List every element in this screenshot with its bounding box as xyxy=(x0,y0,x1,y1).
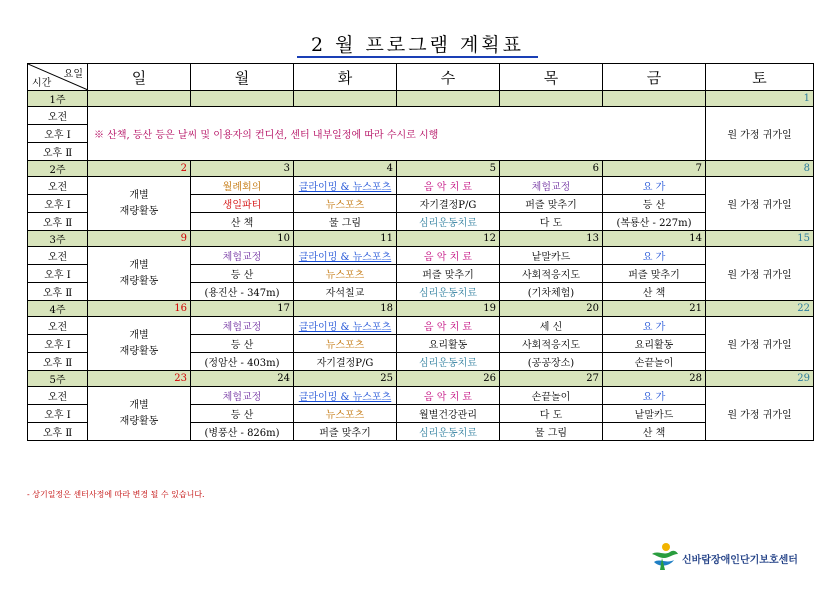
time-row xyxy=(28,177,814,195)
activity-cell: 음 악 치 료 xyxy=(397,247,500,265)
date-cell: 29 xyxy=(706,371,814,387)
activity-cell: (용진산 - 347m) xyxy=(191,283,294,301)
activity-cell: 요 가 xyxy=(603,317,706,335)
week-label: 2주 xyxy=(28,161,88,177)
day-header-mon: 월 xyxy=(191,64,294,91)
saturday-cell: 원 가정 귀가일 xyxy=(706,247,814,301)
activity-cell: 자기결정P/G xyxy=(294,353,397,371)
activity-cell: 요 가 xyxy=(603,387,706,405)
time-label: 오후 Ⅱ xyxy=(28,353,88,371)
time-label: 오후 Ⅰ xyxy=(28,405,88,423)
logo-icon xyxy=(648,540,680,572)
activity-cell: 손끝놀이 xyxy=(603,353,706,371)
activity-cell: 요리활동 xyxy=(397,335,500,353)
date-cell: 7 xyxy=(603,161,706,177)
date-cell: 23 xyxy=(88,371,191,387)
activity-cell: 손끝놀이 xyxy=(500,387,603,405)
activity-cell: 뉴스포츠 xyxy=(294,405,397,423)
date-cell xyxy=(603,91,706,107)
activity-cell: 사회적응지도 xyxy=(500,265,603,283)
activity-cell: 체험교정 xyxy=(500,177,603,195)
date-cell: 13 xyxy=(500,231,603,247)
activity-cell: 심리운동치료 xyxy=(397,423,500,441)
activity-cell: (병풍산 - 826m) xyxy=(191,423,294,441)
time-label: 오후 Ⅱ xyxy=(28,143,88,161)
date-cell: 6 xyxy=(500,161,603,177)
activity-cell: 사회적응지도 xyxy=(500,335,603,353)
individual-label: 개별 xyxy=(129,399,149,411)
activity-cell: 요리활동 xyxy=(603,335,706,353)
date-cell: 9 xyxy=(88,231,191,247)
time-label: 오후 Ⅱ xyxy=(28,283,88,301)
footnote: - 상기일정은 센터사정에 따라 변경 될 수 있습니다. xyxy=(27,490,205,499)
activity-cell: 월별건강관리 xyxy=(397,405,500,423)
individual-label: 개별 xyxy=(129,329,149,341)
week-row xyxy=(28,231,814,247)
corner-top-label: 요일 xyxy=(63,69,83,80)
date-cell: 3 xyxy=(191,161,294,177)
activity-cell: 클라이밍 & 뉴스포츠 xyxy=(294,247,397,265)
center-logo xyxy=(648,540,823,574)
individual-label: 개별 xyxy=(129,189,149,201)
activity-cell: 체험교정 xyxy=(191,387,294,405)
date-cell: 18 xyxy=(294,301,397,317)
date-cell: 26 xyxy=(397,371,500,387)
week-row xyxy=(28,91,814,107)
day-header-sun: 일 xyxy=(88,64,191,91)
activity-cell: 음 악 치 료 xyxy=(397,387,500,405)
activity-cell: 산 책 xyxy=(603,423,706,441)
date-cell: 25 xyxy=(294,371,397,387)
activity-cell: 자석칠교 xyxy=(294,283,397,301)
week-row xyxy=(28,161,814,177)
individual-activity-cell xyxy=(88,387,191,441)
page-title-text: 2 월 프로그램 계획표 xyxy=(297,34,538,58)
activity-cell: 클라이밍 & 뉴스포츠 xyxy=(294,177,397,195)
activity-cell: (정암산 - 403m) xyxy=(191,353,294,371)
week-row xyxy=(28,301,814,317)
day-header-thu: 목 xyxy=(500,64,603,91)
activity-cell: 심리운동치료 xyxy=(397,353,500,371)
date-cell: 5 xyxy=(397,161,500,177)
activity-cell: 음 악 치 료 xyxy=(397,317,500,335)
date-cell: 20 xyxy=(500,301,603,317)
activity-cell: 퍼즐 맞추기 xyxy=(397,265,500,283)
date-cell: 22 xyxy=(706,301,814,317)
time-row xyxy=(28,247,814,265)
activity-cell: 클라이밍 & 뉴스포츠 xyxy=(294,387,397,405)
date-cell: 2 xyxy=(88,161,191,177)
activity-cell: 클라이밍 & 뉴스포츠 xyxy=(294,317,397,335)
activity-cell: 낱말카드 xyxy=(603,405,706,423)
activity-cell: 뉴스포츠 xyxy=(294,335,397,353)
date-cell: 19 xyxy=(397,301,500,317)
date-cell: 12 xyxy=(397,231,500,247)
activity-cell: 자기결정P/G xyxy=(397,195,500,213)
date-cell: 4 xyxy=(294,161,397,177)
date-cell: 10 xyxy=(191,231,294,247)
day-header-tue: 화 xyxy=(294,64,397,91)
date-cell: 15 xyxy=(706,231,814,247)
activity-cell: 등 산 xyxy=(191,265,294,283)
activity-cell: 산 책 xyxy=(603,283,706,301)
activity-cell: 퍼즐 맞추기 xyxy=(500,195,603,213)
activity-cell: (기차체험) xyxy=(500,283,603,301)
day-header-sat: 토 xyxy=(706,64,814,91)
time-label: 오후 Ⅰ xyxy=(28,335,88,353)
activity-cell: 세 신 xyxy=(500,317,603,335)
date-cell xyxy=(500,91,603,107)
notice-text: ※ 산책, 등산 등은 날씨 및 이용자의 컨디션, 센터 내부일정에 따라 수시로 시행 xyxy=(88,107,706,161)
date-cell: 8 xyxy=(706,161,814,177)
saturday-cell: 원 가정 귀가일 xyxy=(706,387,814,441)
activity-cell: (공공장소) xyxy=(500,353,603,371)
activity-cell: 생일파티 xyxy=(191,195,294,213)
saturday-cell: 원 가정 귀가일 xyxy=(706,317,814,371)
week-label: 5주 xyxy=(28,371,88,387)
date-cell: 16 xyxy=(88,301,191,317)
time-label: 오후 Ⅰ xyxy=(28,125,88,143)
activity-cell: 등 산 xyxy=(191,335,294,353)
individual-label: 개별 xyxy=(129,259,149,271)
time-row xyxy=(28,107,814,125)
date-cell: 21 xyxy=(603,301,706,317)
activity-cell: 다 도 xyxy=(500,405,603,423)
activity-cell: 다 도 xyxy=(500,213,603,231)
date-cell: 27 xyxy=(500,371,603,387)
time-label: 오전 xyxy=(28,317,88,335)
header-row xyxy=(28,64,814,91)
time-label: 오전 xyxy=(28,107,88,125)
activity-cell: 퍼즐 맞추기 xyxy=(294,423,397,441)
day-header-fri: 금 xyxy=(603,64,706,91)
activity-cell: 체험교정 xyxy=(191,247,294,265)
date-cell: 24 xyxy=(191,371,294,387)
date-cell: 11 xyxy=(294,231,397,247)
activity-cell: 등 산 xyxy=(191,405,294,423)
activity-cell: 심리운동치료 xyxy=(397,283,500,301)
discretionary-label: 재량활동 xyxy=(119,275,159,287)
activity-cell: 뉴스포츠 xyxy=(294,195,397,213)
day-header-wed: 수 xyxy=(397,64,500,91)
individual-activity-cell xyxy=(88,317,191,371)
date-cell xyxy=(397,91,500,107)
logo-text: 신바람장애인단기보호센터 xyxy=(682,555,798,566)
activity-cell: 요 가 xyxy=(603,247,706,265)
discretionary-label: 재량활동 xyxy=(119,205,159,217)
time-label: 오전 xyxy=(28,387,88,405)
time-label: 오후 Ⅱ xyxy=(28,423,88,441)
time-label: 오후 Ⅰ xyxy=(28,265,88,283)
discretionary-label: 재량활동 xyxy=(119,415,159,427)
activity-cell: 뉴스포츠 xyxy=(294,265,397,283)
week-label: 4주 xyxy=(28,301,88,317)
date-cell: 1 xyxy=(706,91,814,107)
time-label: 오전 xyxy=(28,177,88,195)
week-label: 1주 xyxy=(28,91,88,107)
time-label: 오전 xyxy=(28,247,88,265)
corner-cell xyxy=(28,64,88,91)
individual-activity-cell xyxy=(88,247,191,301)
time-label: 오후 Ⅱ xyxy=(28,213,88,231)
activity-cell: 심리운동치료 xyxy=(397,213,500,231)
saturday-cell: 원 가정 귀가일 xyxy=(706,177,814,231)
schedule-table xyxy=(27,63,814,441)
activity-cell: 퍼즐 맞추기 xyxy=(603,265,706,283)
week-label: 3주 xyxy=(28,231,88,247)
date-cell: 28 xyxy=(603,371,706,387)
date-cell: 14 xyxy=(603,231,706,247)
individual-activity-cell xyxy=(88,177,191,231)
week-row xyxy=(28,371,814,387)
activity-cell: 물 그림 xyxy=(294,213,397,231)
saturday-cell: 원 가정 귀가일 xyxy=(706,107,814,161)
corner-bottom-label: 시간 xyxy=(32,78,52,89)
time-row xyxy=(28,317,814,335)
page-title xyxy=(0,34,835,58)
activity-cell: 산 책 xyxy=(191,213,294,231)
date-cell xyxy=(88,91,191,107)
date-cell: 17 xyxy=(191,301,294,317)
activity-cell: 체험교정 xyxy=(191,317,294,335)
date-cell xyxy=(191,91,294,107)
time-label: 오후 Ⅰ xyxy=(28,195,88,213)
activity-cell: 월례회의 xyxy=(191,177,294,195)
activity-cell: 등 산 xyxy=(603,195,706,213)
time-row xyxy=(28,387,814,405)
activity-cell: 음 악 치 료 xyxy=(397,177,500,195)
date-cell xyxy=(294,91,397,107)
discretionary-label: 재량활동 xyxy=(119,345,159,357)
activity-cell: 낱말카드 xyxy=(500,247,603,265)
activity-cell: 요 가 xyxy=(603,177,706,195)
activity-cell: (복룡산 - 227m) xyxy=(603,213,706,231)
activity-cell: 물 그림 xyxy=(500,423,603,441)
